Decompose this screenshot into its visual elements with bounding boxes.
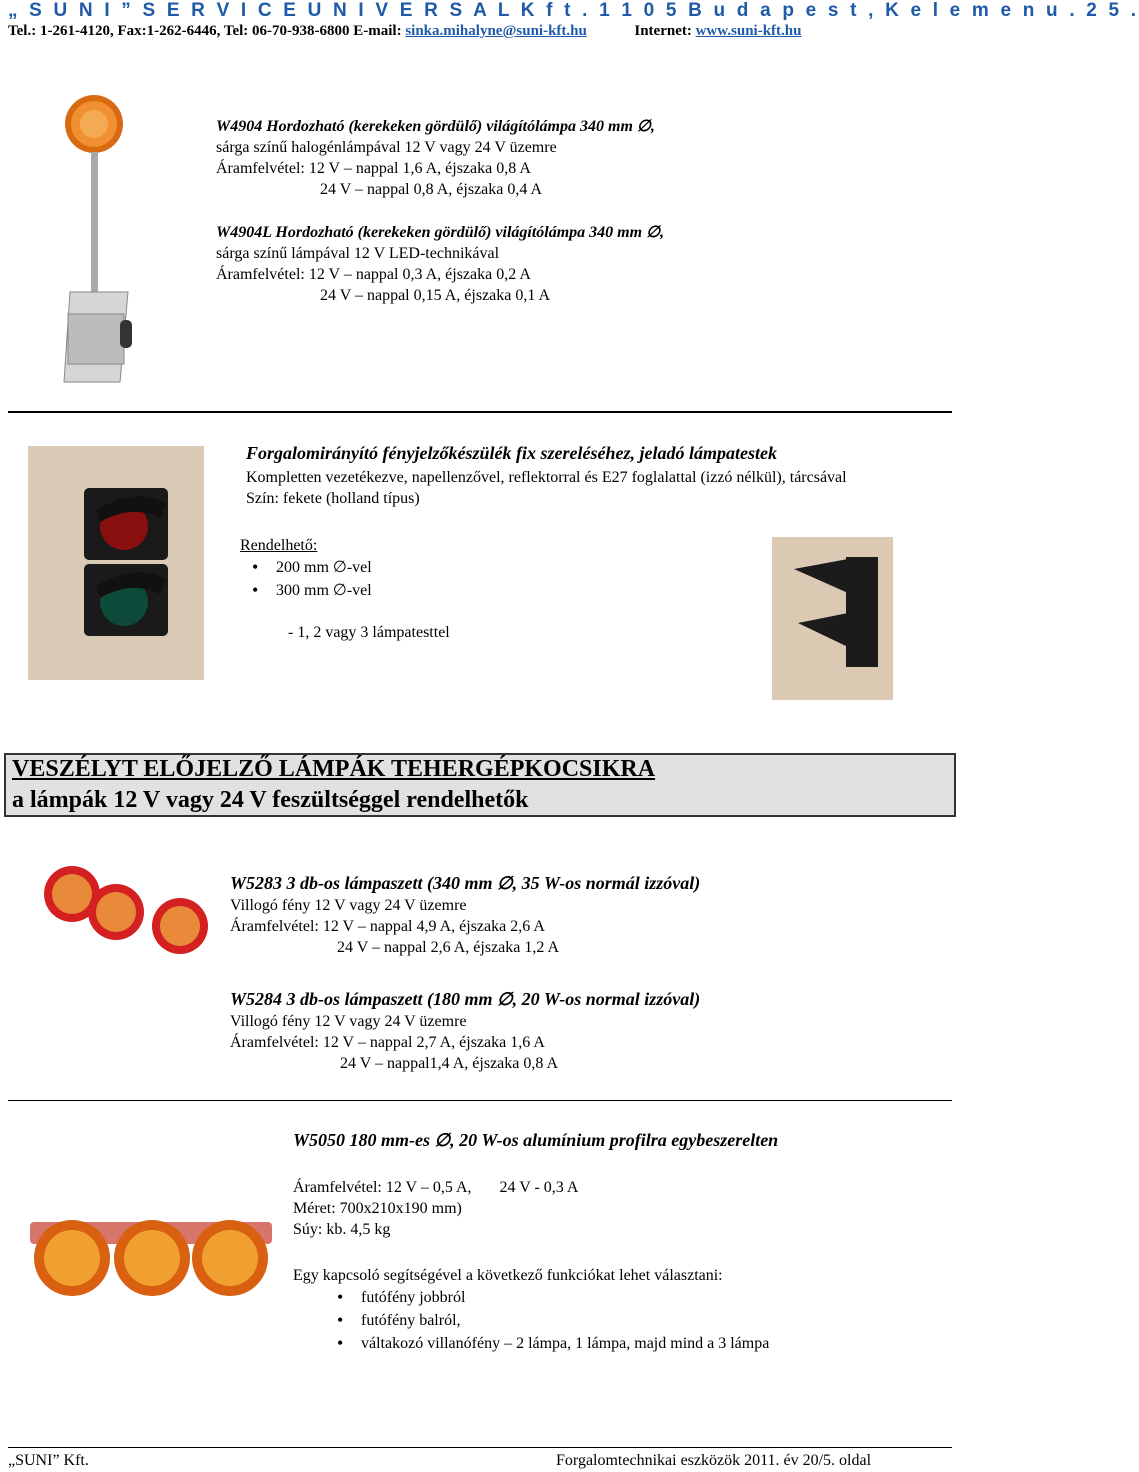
w4904-title: W4904 Hordozható (kerekeken gördülő) világítólámpa 340 mm ∅,	[216, 118, 655, 135]
company-header: „ S U N I ” S E R V I C E U N I V E R S A L K f t . 1 1 0 5 B u d a p e s t , K e l e m e n u . 2 5 .	[8, 0, 1139, 21]
orderable-label: Rendelhető:	[240, 537, 318, 554]
w4904l-line4: 24 V – nappal 0,15 A, éjszaka 0,1 A	[320, 287, 551, 304]
email-link[interactable]: sinka.mihalyne@suni-kft.hu	[405, 23, 587, 39]
signal-title: Forgalomirányító fényjelzőkészülék fix szereléséhez, jeladó lámpatestek	[246, 443, 777, 463]
w5284-line3: Áramfelvétel: 12 V – nappal 2,7 A, éjszaka 1,6 A	[230, 1034, 545, 1051]
footer-rule	[8, 1447, 952, 1448]
size-options-list	[240, 556, 372, 602]
amber-lamp-bar-image	[26, 1210, 276, 1306]
w4904-line2: sárga színű halogénlámpával 12 V vagy 24 V üzemre	[216, 139, 557, 156]
w5050-current-24v: 24 V - 0,3 A	[499, 1179, 579, 1196]
traffic-signal-image	[28, 446, 204, 680]
w5284-title: W5284 3 db-os lámpaszett (180 mm ∅, 20 W-os normal izzóval)	[230, 989, 701, 1009]
w5050-current-12v: Áramfelvétel: 12 V – 0,5 A,	[293, 1179, 472, 1196]
w5283-title: W5283 3 db-os lámpaszett (340 mm ∅, 35 W-os normál izzóval)	[230, 873, 701, 893]
w5050-functions-intro: Egy kapcsoló segítségével a következő funkciókat lehet választani:	[293, 1267, 723, 1284]
signal-side-view-image	[772, 537, 893, 700]
footer-page-info: Forgalomtechnikai eszközök 2011. év 20/5. oldal	[556, 1452, 872, 1469]
section-divider	[8, 1100, 952, 1101]
footer-company: „SUNI” Kft.	[8, 1452, 89, 1469]
size-option: • 300 mm ∅-vel	[240, 579, 372, 602]
w5050-title: W5050 180 mm-es ∅, 20 W-os alumínium profilra egybeszerelten	[293, 1130, 779, 1150]
warning-subheading: a lámpák 12 V vagy 24 V feszültséggel rendelhetők	[12, 787, 529, 813]
w5284-block	[230, 988, 700, 1074]
portable-lamp-trolley-image	[50, 92, 140, 382]
w4904l-line2: sárga színű lámpával 12 V LED-technikával	[216, 245, 500, 262]
w5283-line4: 24 V – nappal 2,6 A, éjszaka 1,2 A	[337, 939, 560, 956]
contact-line	[8, 23, 801, 40]
warning-heading: VESZÉLYT ELŐJELZŐ LÁMPÁK TEHERGÉPKOCSIKRA	[12, 756, 656, 782]
lamp-count-variants: - 1, 2 vagy 3 lámpatesttel	[288, 624, 450, 641]
w5284-line4: 24 V – nappal1,4 A, éjszaka 0,8 A	[340, 1055, 559, 1072]
function-item: • váltakozó villanófény – 2 lámpa, 1 lámpa, majd mind a 3 lámpa	[325, 1332, 769, 1355]
w4904l-title: W4904L Hordozható (kerekeken gördülő) világítólámpa 340 mm ∅,	[216, 224, 665, 241]
w4904-line3: Áramfelvétel: 12 V – nappal 1,6 A, éjszaka 0,8 A	[216, 160, 531, 177]
w5284-line2: Villogó fény 12 V vagy 24 V üzemre	[230, 1013, 467, 1030]
w4904-block	[216, 116, 655, 200]
warning-lamps-image	[22, 862, 218, 958]
w5050-weight: Súy: kb. 4,5 kg	[293, 1221, 391, 1238]
section-divider	[8, 411, 952, 413]
w5283-line3: Áramfelvétel: 12 V – nappal 4,9 A, éjszaka 2,6 A	[230, 918, 545, 935]
w4904-line4: 24 V – nappal 0,8 A, éjszaka 0,4 A	[320, 181, 543, 198]
signal-line2: Szín: fekete (holland típus)	[246, 490, 420, 507]
w5050-current	[293, 1177, 578, 1198]
size-option: • 200 mm ∅-vel	[240, 556, 372, 579]
w5283-block	[230, 872, 700, 958]
function-item: • futófény jobbról	[325, 1286, 769, 1309]
w5050-functions-list	[325, 1286, 769, 1355]
signal-line1: Kompletten vezetékezve, napellenzővel, reflektorral és E27 foglalattal (izzó nélkül), tárcsával	[246, 469, 847, 486]
contact-numbers: Tel.: 1-261-4120, Fax:1-262-6446, Tel: 06-70-938-6800 E-mail:	[8, 23, 402, 39]
signal-text	[246, 467, 847, 509]
internet-label: Internet:	[634, 23, 692, 39]
function-item: • futófény balról,	[325, 1309, 769, 1332]
w5283-line2: Villogó fény 12 V vagy 24 V üzemre	[230, 897, 467, 914]
w4904l-line3: Áramfelvétel: 12 V – nappal 0,3 A, éjszaka 0,2 A	[216, 266, 531, 283]
w4904l-block	[216, 222, 664, 306]
website-link[interactable]: www.suni-kft.hu	[695, 23, 802, 39]
w5050-size: Méret: 700x210x190 mm)	[293, 1200, 462, 1217]
